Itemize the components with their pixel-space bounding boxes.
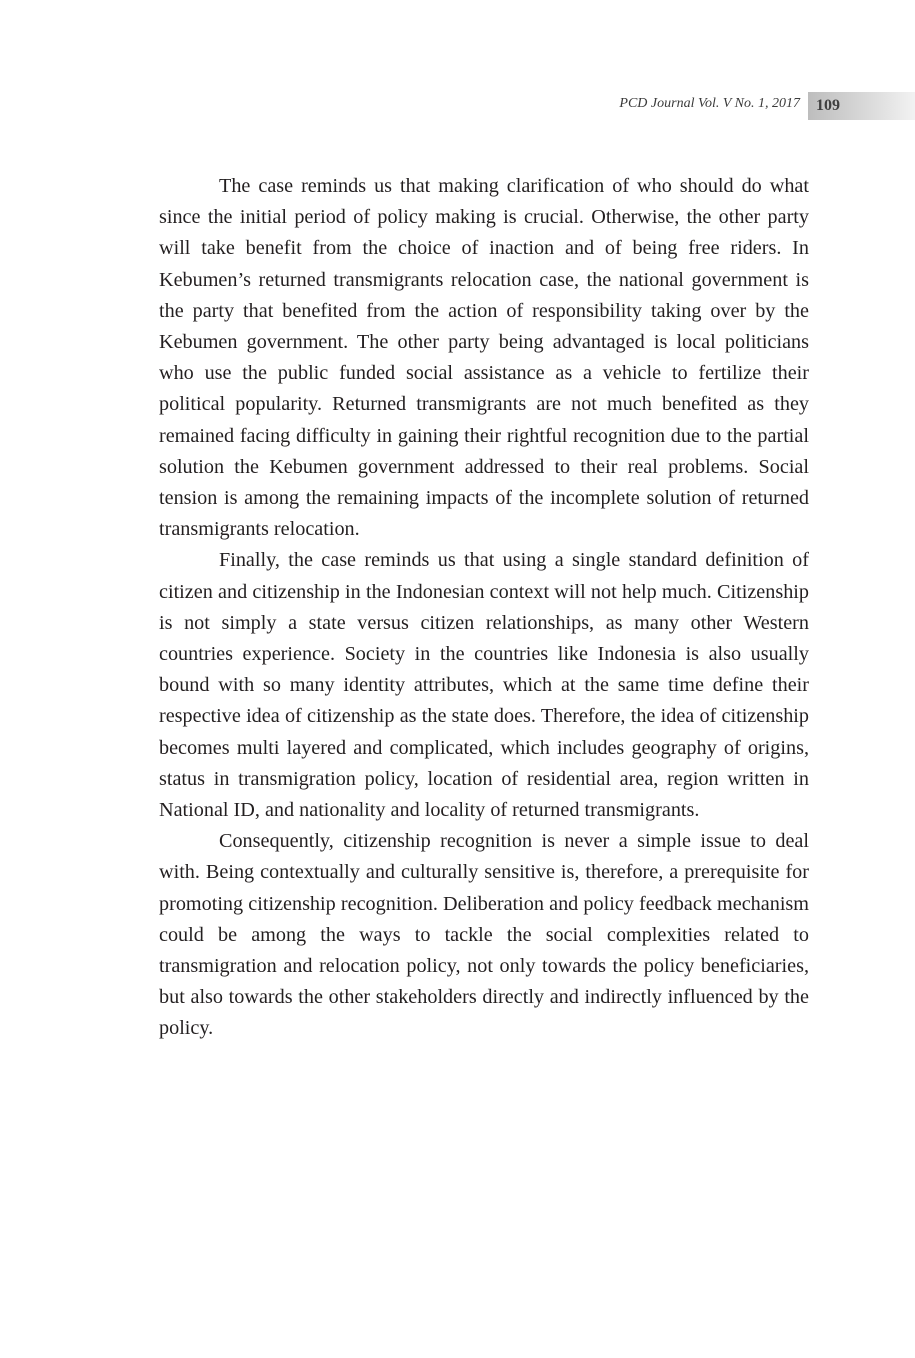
- paragraph: Consequently, citizenship recognition is never a simple issue to deal with. Being contextually and culturally sensitive is, therefore, a prerequisite for promoting citizenship recognition. Deliberation and policy feedback mechanism could be among the ways to tackle the social complexities related to transmigration and relocation policy, not only towards the policy beneficiaries, but also towards the other stakeholders directly and indirectly influenced by the policy.: [159, 830, 809, 1040]
- paragraph: Finally, the case reminds us that using a single standard definition of citizen and citizenship in the Indonesian context will not help much. Citizenship is not simply a state versus citizen relationships, as many other Western countries experience. Society in the countries like Indonesia is also usually bound with so many identity attributes, which at the same time define their respective idea of citizenship as the state does. Therefore, the idea of citizenship becomes multi layered and complicated, which includes geography of origins, status in transmigration policy, location of residential area, region written in National ID, and nationality and locality of returned transmigrants.: [159, 549, 809, 822]
- paragraph: The case reminds us that making clarification of who should do what since the initial period of policy making is crucial. Otherwise, the other party will take benefit from the choice of inaction and of being free riders. In Kebumen’s returned transmigrants relocation case, the national government is the party that benefited from the action of responsibility taking over by the Kebumen government. The other party being advantaged is local politicians who use the public funded social assistance as a vehicle to fertilize their political popularity. Returned transmigrants are not much benefited as they remained facing difficulty in gaining their rightful recognition due to the partial solution the Kebumen government addressed to their real problems. Social tension is among the remaining impacts of the incomplete solution of returned transmigrants relocation.: [159, 175, 809, 541]
- page-number: 109: [816, 97, 840, 114]
- body-text: [159, 171, 809, 1045]
- running-header: PCD Journal Vol. V No. 1, 2017: [619, 96, 800, 111]
- page-number-tab: [808, 92, 915, 120]
